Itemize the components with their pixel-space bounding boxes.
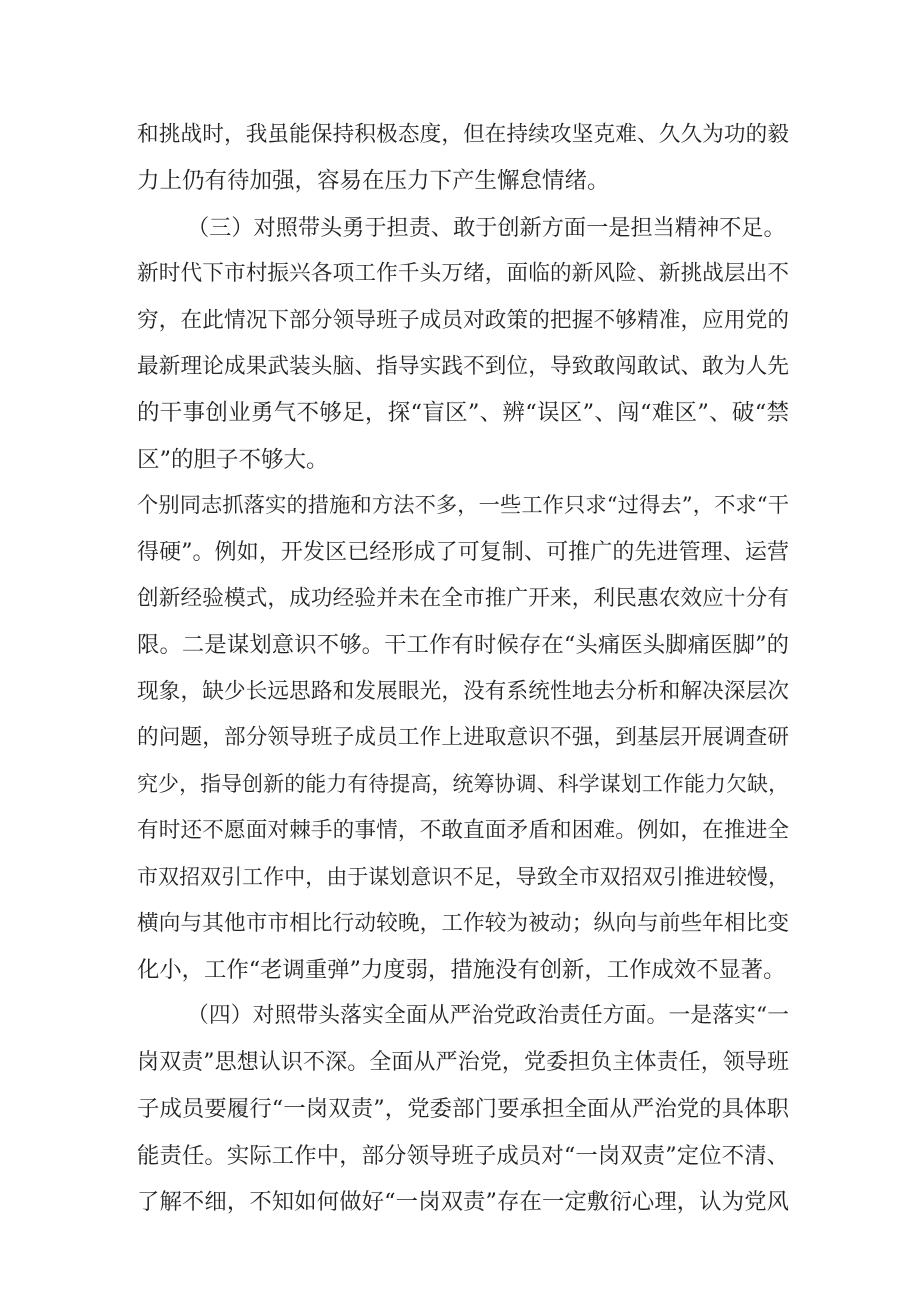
text-line: 横向与其他市市相比行动较晚，工作较为被动；纵向与前些年相比变 <box>137 910 789 936</box>
text-line: 个别同志抓落实的措施和方法不多，一些工作只求“过得去”，不求“干 <box>137 493 789 519</box>
text-line: 区”的胆子不够大。 <box>137 446 329 473</box>
text-line: 穷，在此情况下部分领导班子成员对政策的把握不够精准，应用党的 <box>137 307 789 333</box>
text-line: 现象，缺少长远思路和发展眼光，没有系统性地去分析和解决深层次 <box>137 678 789 704</box>
text-line: 得硬”。例如，开发区已经形成了可复制、可推广的先进管理、运营 <box>137 539 789 565</box>
body-text <box>137 112 789 1225</box>
text-line: 的干事创业勇气不够足，探“盲区”、辨“误区”、闯“难区”、破“禁 <box>137 400 789 427</box>
text-line: 有时还不愿面对棘手的事情，不敢直面矛盾和困难。例如，在推进全 <box>137 817 789 843</box>
text-line: 创新经验模式，成功经验并未在全市推广开来，利民惠农效应十分有 <box>137 585 789 611</box>
text-line: 化小，工作“老调重弹”力度弱，措施没有创新，工作成效不显著。 <box>137 957 786 984</box>
text-line: 最新理论成果武装头脑、指导实践不到位，导致敢闯敢试、敢为人先 <box>137 353 789 379</box>
text-line: 子成员要履行“一岗双责”，党委部门要承担全面从严治党的具体职 <box>137 1096 789 1123</box>
text-line: 力上仍有待加强，容易在压力下产生懈怠情绪。 <box>137 168 610 195</box>
section-heading-line: （三）对照带头勇于担责、敢于创新方面一是担当精神不足。 <box>187 214 786 241</box>
text-line: 岗双责”思想认识不深。全面从严治党，党委担负主体责任，领导班 <box>137 1049 789 1075</box>
text-line: 市双招双引工作中，由于谋划意识不足，导致全市双招双引推进较慢， <box>137 865 789 890</box>
text-line: 究少，指导创新的能力有待提高，统筹协调、科学谋划工作能力欠缺， <box>137 772 789 797</box>
text-line: 新时代下市村振兴各项工作千头万绪，面临的新风险、新挑战层出不 <box>137 261 789 287</box>
text-line: 的问题，部分领导班子成员工作上进取意识不强，到基层开展调查研 <box>137 725 789 751</box>
text-line: 能责任。实际工作中，部分领导班子成员对“一岗双责”定位不清、 <box>137 1142 789 1169</box>
text-line: 了解不细，不知如何做好“一岗双责”存在一定敷衍心理，认为党风 <box>137 1188 789 1215</box>
text-line: 和挑战时，我虽能保持积极态度，但在持续攻坚克难、久久为功的毅 <box>137 122 789 147</box>
section-heading-line: （四）对照带头落实全面从严治党政治责任方面。一是落实“一 <box>187 1003 789 1029</box>
text-line: 限。二是谋划意识不够。干工作有时候存在“头痛医头脚痛医脚”的 <box>137 632 789 659</box>
